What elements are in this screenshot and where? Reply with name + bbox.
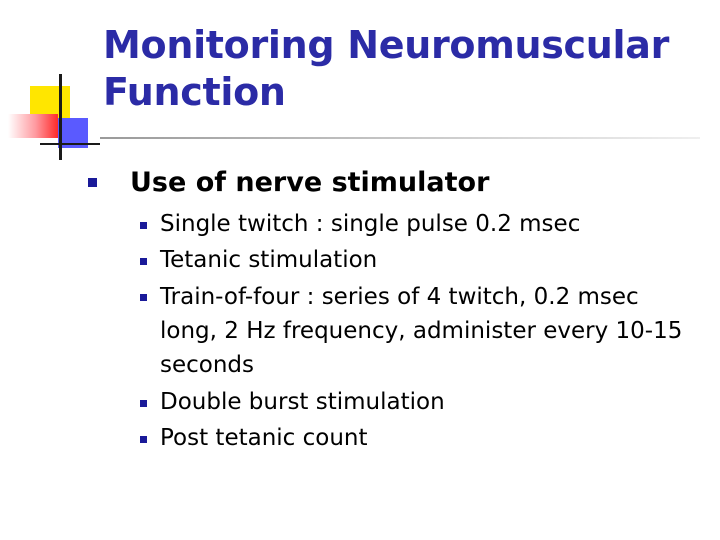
sub-bullet-post-tetanic-count — [140, 422, 700, 454]
square-bullet-icon — [88, 178, 97, 187]
sub-bullet-text: Post tetanic count — [160, 425, 368, 451]
decorative-horizontal-line — [40, 143, 100, 145]
square-bullet-icon — [140, 436, 147, 443]
bullet-text: Use of nerve stimulator — [130, 167, 490, 198]
sub-bullet-double-burst — [140, 386, 700, 418]
sub-bullet-train-of-four — [140, 280, 700, 382]
sub-bullet-list — [140, 208, 700, 458]
slide-title: Monitoring Neuromuscular Function — [103, 23, 670, 114]
square-bullet-icon — [140, 400, 147, 407]
sub-bullet-text: Train-of-four : series of 4 twitch, 0.2 msec long, 2 Hz frequency, administer every 10-15 seconds — [160, 284, 683, 378]
sub-bullet-tetanic-stimulation — [140, 244, 700, 276]
square-bullet-icon — [140, 222, 147, 229]
sub-bullet-text: Double burst stimulation — [160, 389, 445, 415]
sub-bullet-text: Tetanic stimulation — [160, 247, 378, 273]
sub-bullet-text: Single twitch : single pulse 0.2 msec — [160, 211, 581, 237]
decorative-red-gradient-bar — [8, 114, 58, 138]
square-bullet-icon — [140, 258, 147, 265]
decorative-vertical-line — [59, 74, 62, 160]
sub-bullet-single-twitch — [140, 208, 700, 240]
title-underline-rule — [100, 137, 700, 139]
square-bullet-icon — [140, 294, 147, 301]
